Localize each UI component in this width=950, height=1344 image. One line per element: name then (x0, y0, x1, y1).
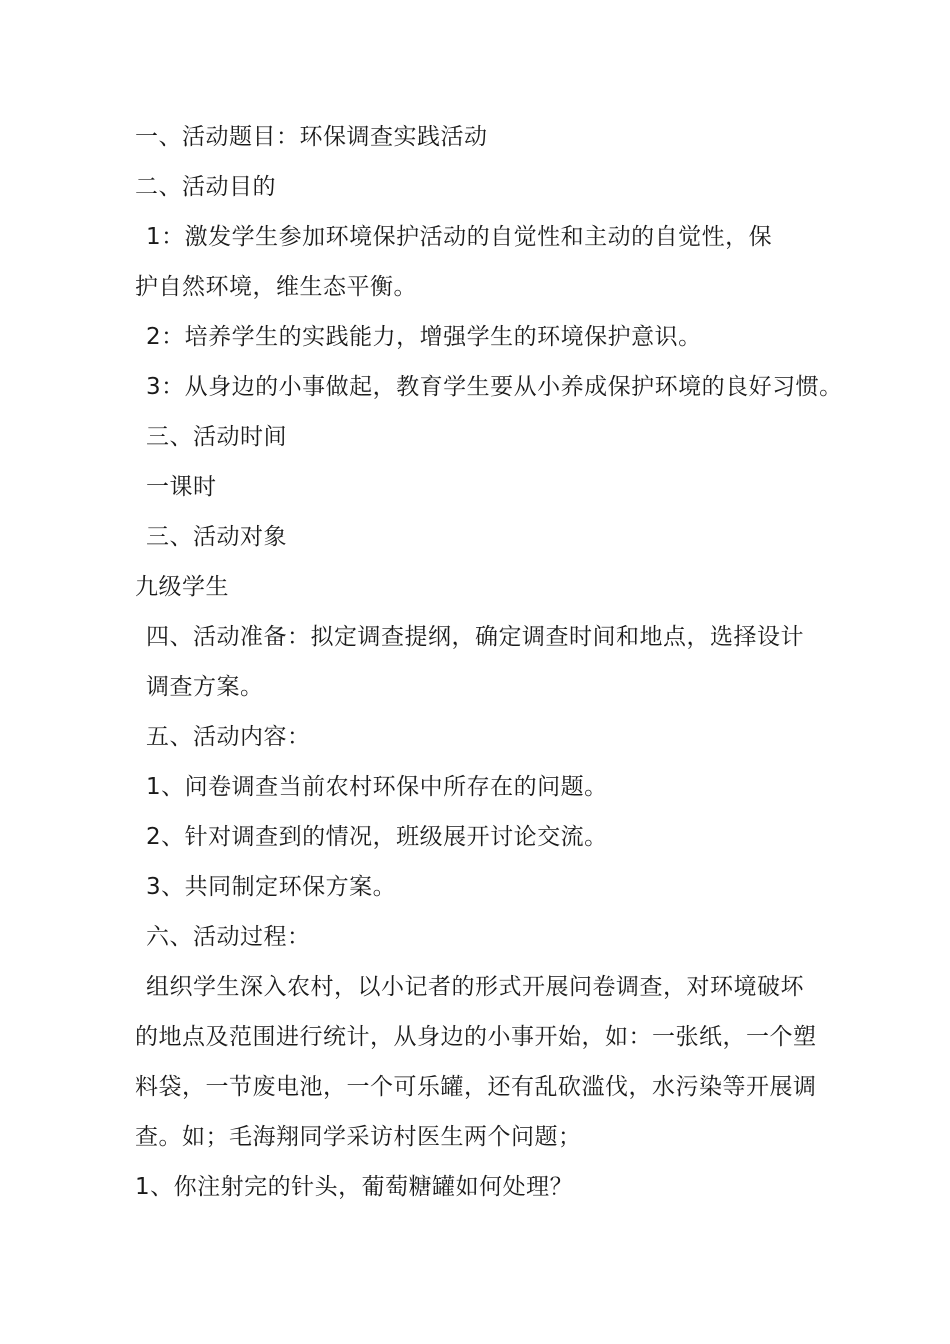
text-line-activity-time-heading: 三、活动时间 (146, 424, 287, 450)
text-line-process-para-2: 的地点及范围进行统计，从身边的小事开始，如：一张纸，一个塑 (135, 1024, 817, 1050)
text-line-activity-preparation-cont: 调查方案。 (146, 674, 264, 700)
text-line-activity-target-heading: 三、活动对象 (146, 524, 287, 550)
text-line-process-para-4: 查。如；毛海翔同学采访村医生两个问题； (135, 1124, 582, 1150)
text-line-activity-purpose-heading: 二、活动目的 (135, 174, 276, 200)
text-line-purpose-1-cont: 护自然环境，维生态平衡。 (135, 274, 417, 300)
text-line-activity-process-heading: 六、活动过程： (146, 924, 311, 950)
text-line-question-1: 1、你注射完的针头，葡萄糖罐如何处理？ (135, 1174, 574, 1200)
text-line-activity-title: 一、活动题目：环保调查实践活动 (135, 124, 488, 150)
text-line-process-para-3: 料袋，一节废电池，一个可乐罐，还有乱砍滥伐，水污染等开展调 (135, 1074, 817, 1100)
text-line-activity-preparation: 四、活动准备：拟定调查提纲，确定调查时间和地点，选择设计 (146, 624, 804, 650)
text-line-process-para-1: 组织学生深入农村，以小记者的形式开展问卷调查，对环境破坏 (146, 974, 804, 1000)
text-line-activity-time: 一课时 (146, 474, 217, 500)
text-line-activity-content-heading: 五、活动内容： (146, 724, 311, 750)
text-line-purpose-1: 1：激发学生参加环境保护活动的自觉性和主动的自觉性，保 (146, 224, 773, 250)
text-line-content-1: 1、问卷调查当前农村环保中所存在的问题。 (146, 774, 608, 800)
text-line-activity-target: 九级学生 (135, 574, 229, 600)
text-line-purpose-3: 3：从身边的小事做起，教育学生要从小养成保护环境的良好习惯。 (146, 374, 843, 400)
text-line-content-2: 2、针对调查到的情况，班级展开讨论交流。 (146, 824, 608, 850)
text-line-content-3: 3、共同制定环保方案。 (146, 874, 397, 900)
text-line-purpose-2: 2：培养学生的实践能力，增强学生的环境保护意识。 (146, 324, 702, 350)
